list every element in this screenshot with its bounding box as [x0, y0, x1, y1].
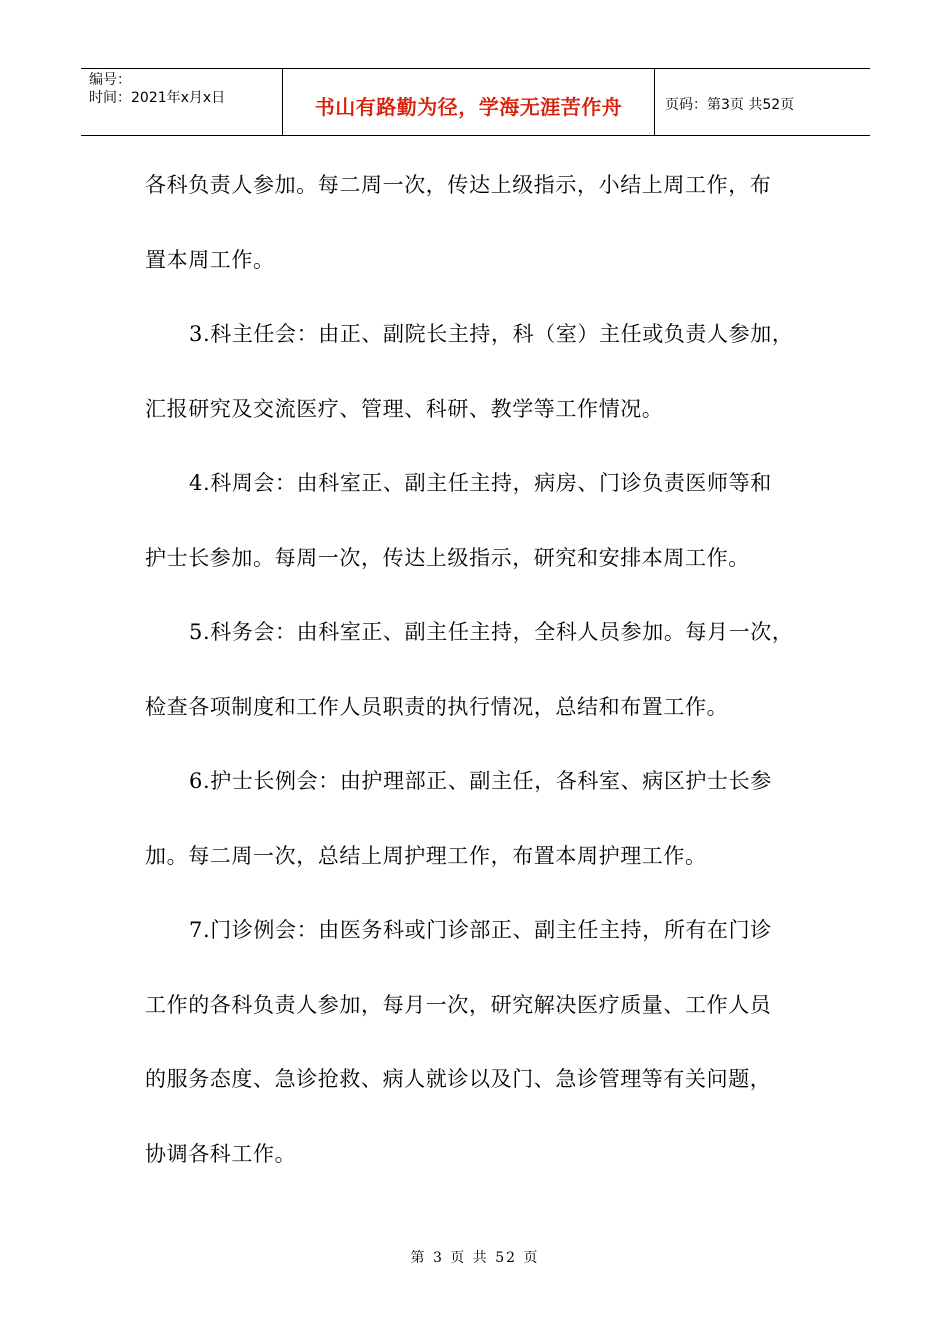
body-line: 4.科周会：由科室正、副主任主持，病房、门诊负责医师等和 — [189, 471, 772, 495]
body-line: 协调各科工作。 — [145, 1141, 297, 1166]
body-line: 工作的各科负责人参加，每月一次，研究解决医疗质量、工作人员 — [145, 992, 772, 1017]
header-page-cell — [655, 69, 870, 135]
body-line: 加。每二周一次，总结上周护理工作，布置本周护理工作。 — [145, 843, 707, 868]
header-motto-cell — [282, 69, 655, 135]
body-line: 的服务态度、急诊抢救、病人就诊以及门、急诊管理等有关问题， — [145, 1067, 772, 1091]
document-body — [145, 160, 805, 1203]
body-line: 置本周工作。 — [145, 247, 275, 272]
header-motto: 书山有路勤为径，学海无涯苦作舟 — [314, 94, 623, 119]
body-line: 3.科主任会：由正、副院长主持，科（室）主任或负责人参加， — [189, 322, 794, 346]
footer-page-number: 第 3 页 共 52 页 — [410, 1250, 540, 1266]
body-line: 护士长参加。每周一次，传达上级指示，研究和安排本周工作。 — [145, 545, 750, 570]
page-footer — [0, 1247, 950, 1267]
body-line: 检查各项制度和工作人员职责的执行情况，总结和布置工作。 — [145, 694, 729, 719]
body-line: 5.科务会：由科室正、副主任主持，全科人员参加。每月一次， — [189, 620, 794, 644]
body-line: 汇报研究及交流医疗、管理、科研、教学等工作情况。 — [145, 396, 664, 421]
document-date: 时间：2021年x月x日 — [89, 90, 226, 106]
header-meta — [81, 69, 282, 135]
page-header — [81, 68, 870, 136]
document-number: 编号： — [89, 72, 131, 88]
body-line: 7.门诊例会：由医务科或门诊部正、副主任主持，所有在门诊 — [189, 918, 772, 942]
header-page-info: 页码：第3页 共52页 — [665, 97, 795, 113]
body-line: 6.护士长例会：由护理部正、副主任，各科室、病区护士长参 — [189, 769, 772, 793]
body-line: 各科负责人参加。每二周一次，传达上级指示，小结上周工作，布 — [145, 173, 772, 197]
